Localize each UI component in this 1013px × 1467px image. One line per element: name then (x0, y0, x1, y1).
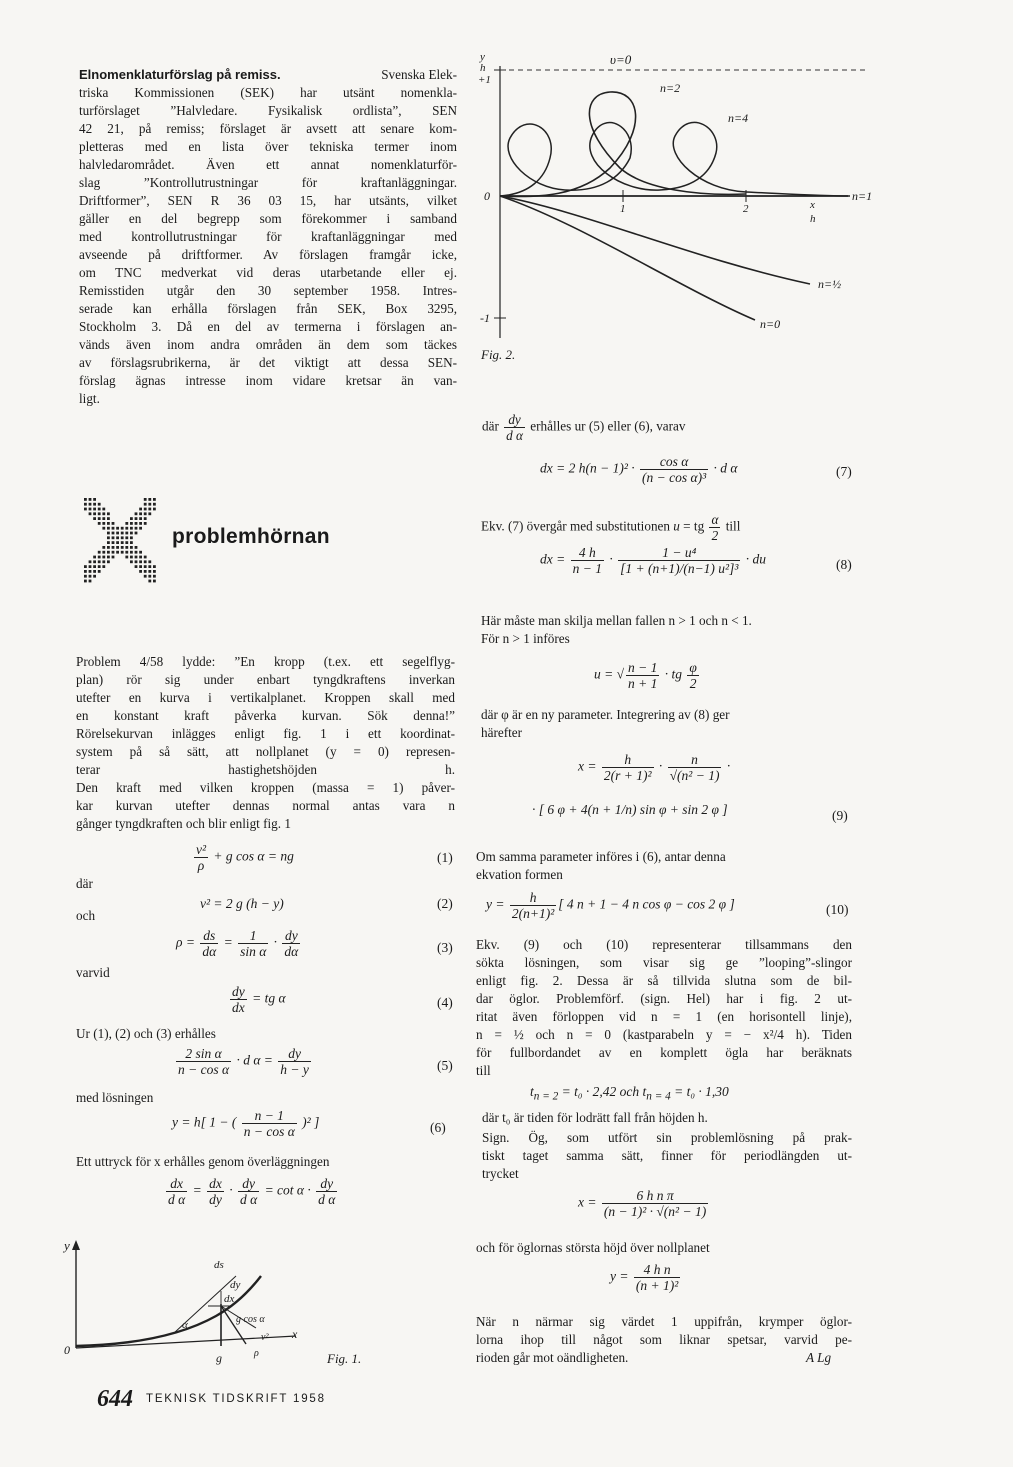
fig1-v2-label: v² (261, 1332, 269, 1343)
fig1-y-label: y (64, 1238, 70, 1253)
text-line: Remisstiden utgår den 30 september 1958. Intres- (79, 283, 457, 298)
text-line: slag ”Kontrollutrustningar för kraftanläggningar. (79, 175, 457, 190)
text-line: en konstant kraft påverka kurvan. Sök denna!” (76, 708, 455, 723)
fig2-tick-1: 1 (620, 203, 626, 215)
text-line: serade kan erhålla förslagen från SEK, Box 3295, (79, 301, 457, 316)
text-line: Här måste man skilja mellan fallen n > 1 och n < 1. (481, 613, 752, 628)
parameter-block (481, 706, 853, 742)
text-line: med kontrollutrustningar för kraftanläggningar med (79, 229, 457, 244)
text-line: tiskt taget samma sätt, finner för periodlängden ut- (482, 1148, 852, 1163)
equation-dx: $\frac{dx}{\text{d α}}$ = $\frac{dx}{dy}$ · $\frac{dy}{\text{d α}}$ = cot α · $\frac{dy}{\text{d α}}$ (168, 1176, 336, 1207)
journal-name: TEKNISK TIDSKRIFT 1958 (146, 1393, 326, 1405)
text-line: avseende på driftformer. Av förslagen framgår icke, (79, 247, 457, 262)
text-line: Om samma parameter införes i (6), antar denna (476, 849, 726, 864)
text-line: kar kurvan utefter dennas normal antas vara n (76, 798, 455, 813)
fig2-n2-label: n=2 (660, 81, 681, 95)
eq-number-9: (9) (832, 808, 848, 823)
fig1-ds-label: ds (214, 1259, 224, 1271)
author-sign: A Lg (806, 1350, 832, 1365)
fig1-rho-label: ρ (254, 1348, 259, 1359)
fig2-y-label: y (480, 51, 485, 63)
text-line: Sign. Ög, som utfört sin problemlösning på prak- (482, 1130, 852, 1145)
text-line: system på så sätt, att nollplanet (y = 0) represen- (76, 744, 455, 759)
text-line: pletteras med en lista över tekniska termer inom (79, 139, 457, 154)
eq-number-1: (1) (437, 850, 453, 865)
text-line: trycket (482, 1166, 519, 1181)
notice-block (79, 66, 457, 408)
word-dar: där (76, 876, 93, 891)
equation-times: $t_{n = 2} = t_0 \cdot 2,42$ och $t_{n = 4} = t_0 \cdot 1,30$ (530, 1084, 729, 1103)
text-line: gäller en del begrepp som förekommer i samband (79, 211, 457, 226)
equation-1: $\frac{\text{v²}}{\rho}$ + g cos α = ng (196, 842, 294, 873)
samma-block (476, 848, 852, 884)
right-dar-block: där $\frac{dy}{\text{d α}}$ erhålles ur (5) eller (6), varav (482, 412, 686, 443)
equation-period: x = $\frac{\text{6 h n π}}{\text{(n − 1)² · √(n² − 1)}}$ (578, 1188, 707, 1219)
text-line: enligt fig. 2. Dessa är så tillvida slutna som de bil- (476, 973, 852, 988)
och-text: och för öglornas största höjd över nollplanet (476, 1240, 710, 1255)
text-line: ligt. (79, 391, 100, 406)
figure-1 (56, 1236, 326, 1376)
text-line: plan) rör sig under enbart tyngdkraftens inverkan (76, 672, 455, 687)
equation-6: y = h[ 1 − ( $\frac{n - 1}{\text{n − cos α}}$ )² ] (172, 1108, 320, 1139)
ekv7-text-b: till (725, 518, 741, 534)
fig2-caption: Fig. 2. (481, 347, 516, 362)
section-title: problemhörnan (172, 525, 330, 548)
fig2-xh-label: h (810, 213, 816, 225)
eq-number-10: (10) (826, 902, 849, 917)
eq-number-5: (5) (437, 1058, 453, 1073)
eq-number-2: (2) (437, 896, 453, 911)
fig2-nhalf-label: n=½ (818, 277, 842, 291)
eq-number-3: (3) (437, 940, 453, 955)
fig2-zero-label: 0 (484, 189, 490, 203)
equation-4: $\frac{dy}{dx}$ = tg α (232, 984, 286, 1015)
text-line: Den kraft med vilken kroppen (massa = 1) påver- (76, 780, 455, 795)
text-line: Rörelsekurvan inlägges enligt fig. 1 i ett koordinat- (76, 726, 455, 741)
notice-line: Svenska Elek- (381, 67, 457, 82)
equation-8: dx = $\frac{4 h}{n - 1}$ · $\frac{\text{1 − u⁴}}{\text{[1 + (n+1)/(n−1) u²]³}}$ · du (540, 545, 767, 576)
uttryck-text: Ett uttryck för x erhålles genom överläggningen (76, 1154, 330, 1169)
fig1-x-label: x (292, 1327, 298, 1341)
word-varvid: varvid (76, 965, 110, 980)
ekv7-text-a: Ekv. (7) övergår med substitutionen (481, 518, 670, 534)
text-line: av förslagsrubrikerna, är det viktigt att dessa SEN- (79, 355, 457, 370)
eq-number-4: (4) (437, 995, 453, 1010)
fig1-zero-label: 0 (64, 1343, 70, 1357)
fig2-v0-label: υ=0 (610, 52, 632, 67)
text-line: terar hastighetshöjden h. (76, 762, 455, 777)
fig2-tick-2: 2 (743, 203, 749, 215)
fig2-h-label: h (480, 62, 486, 74)
page-number: 644 (97, 1386, 133, 1412)
skilja-block (481, 612, 853, 648)
text-line: härefter (481, 725, 522, 740)
text-line: där φ är en ny parameter. Integrering av (8) ger (481, 707, 730, 722)
equation-10: y = $\frac{h}{\text{2(n+1)²}}$ [ 4 n + 1 − 4 n cos φ − cos 2 φ ] (486, 890, 735, 921)
fig1-caption: Fig. 1. (327, 1351, 362, 1366)
eq-number-8: (8) (836, 557, 852, 572)
times-tail: där t₀ är tiden för lodrätt fall från höjden h. (482, 1110, 708, 1125)
equation-9b: · [ 6 φ + 4(n + 1/n) sin φ + sin 2 φ ] (532, 802, 728, 817)
right-dar-text: erhålles ur (5) eller (6), varav (530, 418, 686, 434)
med-losningen: med lösningen (76, 1090, 154, 1105)
problem-intro (76, 653, 455, 833)
text-line: vänds även inom andra områden än dem som täckes (79, 337, 457, 352)
text-line: för fullbordandet av en komplett ögla har beräknats (476, 1045, 852, 1060)
ekv7-line: Ekv. (7) övergår med substitutionen u = tg $\frac{\alpha}{2}$ till (481, 512, 741, 543)
text-line: Problem 4/58 lydde: ”En kropp (t.ex. ett segelflyg- (76, 654, 455, 669)
equation-height: y = $\frac{\text{4 h n}}{\text{(n + 1)²}}$ (610, 1262, 679, 1293)
text-line: turförslaget ”Halvledare. Fysikalisk ordlista”, SEN (79, 103, 457, 118)
fig2-n0-label: n=0 (760, 317, 781, 331)
text-line: 42 21, på remiss; förslaget är avsett att senare kom- (79, 121, 457, 136)
equation-u: u = √ $\frac{n - 1}{n + 1}$ · tg $\frac{\varphi}{2}$ (594, 660, 697, 691)
problemhornan-logo (80, 494, 160, 584)
equation-2: v² = 2 g (h − y) (200, 896, 284, 911)
fig1-gcos-label: g cos α (236, 1314, 265, 1325)
equation-9a: x = $\frac{h}{\text{2(r + 1)²}}$ · $\frac{n}{\text{√(n² − 1)}}$ · (578, 752, 731, 783)
fig2-x-label: x (810, 199, 815, 211)
text-line: utefter en kurva i vertikalplanet. Kroppen skall med (76, 690, 455, 705)
equation-7: dx = 2 h(n − 1)² · $\frac{\text{cos α}}{\text{(n − cos α)³}}$ · d α (540, 454, 738, 485)
text-line: När n närmar sig värdet 1 uppifrån, krymper öglor- (476, 1314, 852, 1329)
text-line: rioden går mot oändligheten. (476, 1350, 629, 1365)
fig2-n1-label: n=1 (852, 189, 873, 203)
fig1-dx-label: dx (224, 1293, 235, 1305)
notice-heading: Elnomenklaturförslag på remiss. (79, 67, 281, 82)
conclusion-block (476, 936, 852, 1080)
text-line: triska Kommissionen (SEK) har utsänt nomenkla- (79, 85, 457, 100)
equation-5: $\frac{\text{2 sin α}}{\text{n − cos α}}$ · d α = $\frac{dy}{h - y}$ (178, 1046, 309, 1077)
fig1-dy-label: dy (230, 1279, 241, 1291)
text-line: Stockholm 3. Då en del av termerna i förslagen an- (79, 319, 457, 334)
fig2-minus1-label: -1 (480, 311, 490, 325)
fig2-plus1-label: +1 (478, 74, 491, 86)
figure-2 (470, 48, 873, 348)
text-line: lorna ihop till något som liknar spetsar, varvid pe- (476, 1332, 852, 1347)
text-line: För n > 1 införes (481, 631, 570, 646)
word-och: och (76, 908, 96, 923)
eq-number-6: (6) (430, 1120, 446, 1135)
fig1-g-label: g (216, 1351, 222, 1365)
text-line: till (476, 1063, 491, 1078)
text-line: om TNC medverkat vid deras utarbetande eller ej. (79, 265, 457, 280)
text-line: halvledarområdet. Även ett annat nomenklaturför- (79, 157, 457, 172)
text-line: förslag ägnas intresse inom vidare kretsar än van- (79, 373, 457, 388)
text-line: Driftformer”, SEN R 36 03 15, har utsänts, vilket (79, 193, 457, 208)
text-line: dar öglor. Problemförf. (sign. Hel) har i fig. 2 ut- (476, 991, 852, 1006)
text-line: Ekv. (9) och (10) representerar tillsammans den (476, 937, 852, 952)
ur-text: Ur (1), (2) och (3) erhålles (76, 1026, 216, 1041)
text-line: ekvation formen (476, 867, 563, 882)
equation-3: ρ = $\frac{ds}{d\alpha}$ = $\frac{1}{\text{sin α}}$ · $\frac{dy}{d\alpha}$ (176, 928, 299, 959)
text-line: sökta lösningen, som visar sig ge ”looping”-slingor (476, 955, 852, 970)
text-line: n = ½ och n = 0 (kastparabeln y = − x²/4 h). Tiden (476, 1027, 852, 1042)
text-line: gånger tyngdkraften och blir enligt fig. 1 (76, 816, 291, 831)
fig2-n4-label: n=4 (728, 111, 749, 125)
text-line: ritat även förloppen vid n = 1 (en horisontell linje), (476, 1009, 852, 1024)
eq-number-7: (7) (836, 464, 852, 479)
right-dar-word: där (482, 418, 499, 434)
final-block (476, 1313, 852, 1367)
fig1-alpha-label: α (182, 1319, 188, 1331)
sign-block (482, 1129, 852, 1183)
